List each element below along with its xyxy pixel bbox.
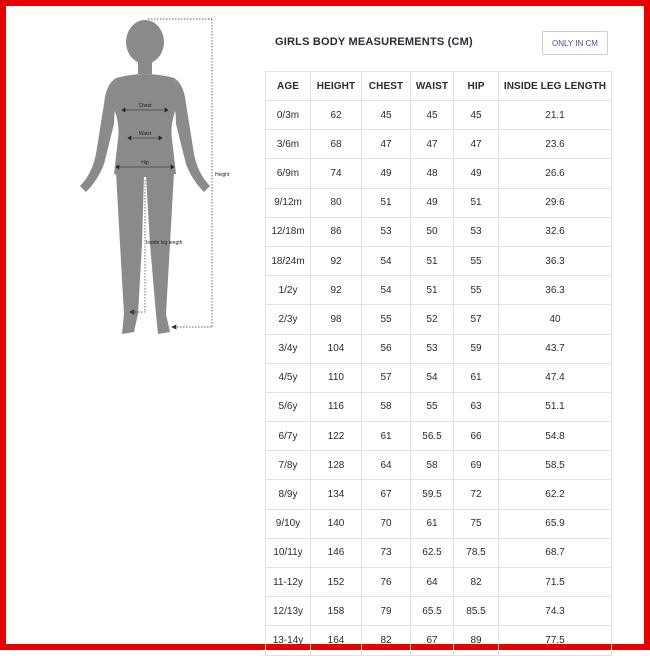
cell-age: 7/8y [266, 451, 311, 480]
cell-inside-leg-length: 26.6 [499, 159, 612, 188]
cell-chest: 76 [362, 568, 411, 597]
cell-hip: 51 [454, 188, 499, 217]
table-row [266, 392, 612, 421]
size-table [265, 71, 612, 656]
table-row [266, 246, 612, 275]
table-row [266, 597, 612, 626]
table-row [266, 276, 612, 305]
header-hip: HIP [454, 72, 499, 101]
cell-age: 6/7y [266, 422, 311, 451]
header-inside-leg-length: INSIDE LEG LENGTH [499, 72, 612, 101]
cell-chest: 82 [362, 626, 411, 655]
waist-label: Waist [138, 131, 152, 137]
cell-hip: 55 [454, 276, 499, 305]
cell-age: 10/11y [266, 538, 311, 567]
table-body [266, 101, 612, 656]
cell-inside-leg-length: 62.2 [499, 480, 612, 509]
cell-hip: 49 [454, 159, 499, 188]
cell-waist: 61 [411, 509, 454, 538]
cell-chest: 56 [362, 334, 411, 363]
cell-waist: 53 [411, 334, 454, 363]
hip-label: Hip [141, 160, 149, 166]
cell-height: 74 [311, 159, 362, 188]
chest-label: Chest [138, 103, 152, 109]
cell-age: 3/4y [266, 334, 311, 363]
cell-chest: 61 [362, 422, 411, 451]
height-label: Height [215, 172, 230, 178]
cell-waist: 55 [411, 392, 454, 421]
cell-inside-leg-length: 74.3 [499, 597, 612, 626]
cell-inside-leg-length: 36.3 [499, 276, 612, 305]
cell-waist: 65.5 [411, 597, 454, 626]
cell-waist: 51 [411, 246, 454, 275]
cell-age: 3/6m [266, 130, 311, 159]
cell-height: 122 [311, 422, 362, 451]
table-row [266, 422, 612, 451]
table-row [266, 509, 612, 538]
cell-hip: 61 [454, 363, 499, 392]
cell-waist: 50 [411, 217, 454, 246]
table-row [266, 130, 612, 159]
cell-inside-leg-length: 29.6 [499, 188, 612, 217]
cell-height: 104 [311, 334, 362, 363]
cell-waist: 51 [411, 276, 454, 305]
cell-waist: 54 [411, 363, 454, 392]
cell-height: 134 [311, 480, 362, 509]
body-silhouette-diagram [66, 14, 230, 344]
cell-hip: 78.5 [454, 538, 499, 567]
cell-age: 9/10y [266, 509, 311, 538]
inside-leg-label: Inside leg length [146, 240, 183, 246]
cell-waist: 58 [411, 451, 454, 480]
cell-age: 12/18m [266, 217, 311, 246]
cell-hip: 63 [454, 392, 499, 421]
cell-chest: 47 [362, 130, 411, 159]
cell-inside-leg-length: 65.9 [499, 509, 612, 538]
cell-waist: 64 [411, 568, 454, 597]
cell-inside-leg-length: 71.5 [499, 568, 612, 597]
cell-hip: 69 [454, 451, 499, 480]
cell-age: 2/3y [266, 305, 311, 334]
cell-chest: 45 [362, 101, 411, 130]
cell-chest: 49 [362, 159, 411, 188]
cell-age: 4/5y [266, 363, 311, 392]
cell-age: 1/2y [266, 276, 311, 305]
cell-height: 110 [311, 363, 362, 392]
cell-height: 92 [311, 246, 362, 275]
cell-age: 0/3m [266, 101, 311, 130]
cell-chest: 79 [362, 597, 411, 626]
cell-height: 80 [311, 188, 362, 217]
cell-height: 128 [311, 451, 362, 480]
cell-height: 86 [311, 217, 362, 246]
cell-chest: 55 [362, 305, 411, 334]
cell-inside-leg-length: 43.7 [499, 334, 612, 363]
table-row [266, 217, 612, 246]
table-header-row [266, 72, 612, 101]
cell-inside-leg-length: 58.5 [499, 451, 612, 480]
cell-age: 6/9m [266, 159, 311, 188]
cell-hip: 82 [454, 568, 499, 597]
cell-age: 9/12m [266, 188, 311, 217]
header-chest: CHEST [362, 72, 411, 101]
cell-hip: 66 [454, 422, 499, 451]
table-row [266, 538, 612, 567]
cell-waist: 45 [411, 101, 454, 130]
cell-inside-leg-length: 54.8 [499, 422, 612, 451]
cell-age: 18/24m [266, 246, 311, 275]
cell-chest: 58 [362, 392, 411, 421]
cell-hip: 57 [454, 305, 499, 334]
table-row [266, 159, 612, 188]
cell-height: 164 [311, 626, 362, 655]
cell-chest: 67 [362, 480, 411, 509]
cell-age: 11-12y [266, 568, 311, 597]
table-row [266, 101, 612, 130]
cell-inside-leg-length: 51.1 [499, 392, 612, 421]
table-row [266, 480, 612, 509]
cell-hip: 72 [454, 480, 499, 509]
cell-height: 116 [311, 392, 362, 421]
cell-hip: 45 [454, 101, 499, 130]
table-row [266, 334, 612, 363]
cell-age: 13-14y [266, 626, 311, 655]
cell-age: 8/9y [266, 480, 311, 509]
cell-height: 152 [311, 568, 362, 597]
page-title: GIRLS BODY MEASUREMENTS (CM) [275, 36, 473, 48]
cell-chest: 73 [362, 538, 411, 567]
cell-age: 5/6y [266, 392, 311, 421]
cell-waist: 56.5 [411, 422, 454, 451]
header-height: HEIGHT [311, 72, 362, 101]
cell-inside-leg-length: 40 [499, 305, 612, 334]
cell-height: 92 [311, 276, 362, 305]
cell-hip: 53 [454, 217, 499, 246]
cell-height: 98 [311, 305, 362, 334]
girl-silhouette [80, 20, 210, 334]
cell-hip: 89 [454, 626, 499, 655]
cell-height: 146 [311, 538, 362, 567]
cell-waist: 48 [411, 159, 454, 188]
cell-hip: 55 [454, 246, 499, 275]
table-row [266, 305, 612, 334]
cell-chest: 70 [362, 509, 411, 538]
cell-chest: 53 [362, 217, 411, 246]
table-row [266, 363, 612, 392]
table-row [266, 568, 612, 597]
cell-chest: 54 [362, 276, 411, 305]
cell-inside-leg-length: 32.6 [499, 217, 612, 246]
cell-hip: 47 [454, 130, 499, 159]
cell-inside-leg-length: 23.6 [499, 130, 612, 159]
unit-toggle-button[interactable]: ONLY IN CM [542, 31, 608, 55]
cell-height: 140 [311, 509, 362, 538]
table-row [266, 626, 612, 655]
cell-chest: 57 [362, 363, 411, 392]
cell-inside-leg-length: 21.1 [499, 101, 612, 130]
cell-waist: 62.5 [411, 538, 454, 567]
table-row [266, 188, 612, 217]
cell-inside-leg-length: 36.3 [499, 246, 612, 275]
cell-height: 62 [311, 101, 362, 130]
cell-waist: 49 [411, 188, 454, 217]
cell-inside-leg-length: 47.4 [499, 363, 612, 392]
cell-waist: 52 [411, 305, 454, 334]
cell-chest: 64 [362, 451, 411, 480]
cell-hip: 85.5 [454, 597, 499, 626]
cell-inside-leg-length: 68.7 [499, 538, 612, 567]
cell-chest: 54 [362, 246, 411, 275]
cell-age: 12/13y [266, 597, 311, 626]
cell-waist: 67 [411, 626, 454, 655]
cell-height: 68 [311, 130, 362, 159]
cell-hip: 75 [454, 509, 499, 538]
cell-chest: 51 [362, 188, 411, 217]
cell-height: 158 [311, 597, 362, 626]
table-row [266, 451, 612, 480]
cell-waist: 59.5 [411, 480, 454, 509]
cell-inside-leg-length: 77.5 [499, 626, 612, 655]
cell-hip: 59 [454, 334, 499, 363]
cell-waist: 47 [411, 130, 454, 159]
header-age: AGE [266, 72, 311, 101]
header-waist: WAIST [411, 72, 454, 101]
